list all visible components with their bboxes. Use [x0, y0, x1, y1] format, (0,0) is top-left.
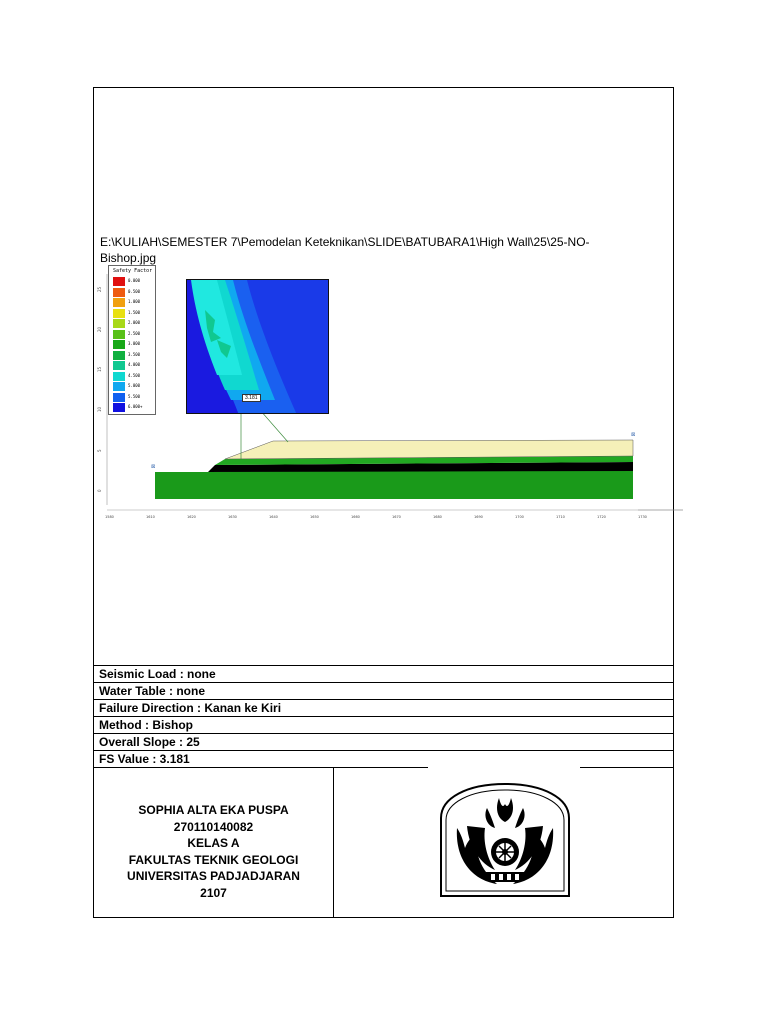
- legend-entry: [113, 276, 153, 286]
- legend-swatch: [113, 361, 125, 370]
- legend-label: 3.000: [128, 341, 141, 346]
- faculty-label: FAKULTAS TEKNIK GEOLOGI: [128, 852, 299, 867]
- param-row: Method : Bishop: [93, 716, 674, 733]
- x-tick-label: 1630: [228, 515, 237, 519]
- param-row: Overall Slope : 25: [93, 733, 674, 750]
- y-tick-label: 5: [97, 449, 102, 452]
- legend-entry: [113, 371, 153, 381]
- param-row: Seismic Load : none: [93, 665, 674, 682]
- legend-label: 1.500: [128, 309, 141, 315]
- legend-entry: [113, 308, 153, 318]
- x-tick-label: 1640: [269, 515, 278, 519]
- legend-swatch: [113, 340, 125, 349]
- identity-text: [93, 802, 334, 901]
- legend-entry: [113, 381, 153, 391]
- y-tick-label: 20: [97, 326, 102, 332]
- legend-swatch: [113, 330, 125, 339]
- legend-label: 4.000: [128, 362, 141, 367]
- x-tick-label: 1720: [597, 515, 606, 519]
- legend-entry: [113, 360, 153, 370]
- parameter-table: [93, 665, 674, 767]
- legend-swatch: [113, 382, 125, 391]
- legend-swatch: [113, 351, 125, 360]
- x-tick-label: 1610: [146, 515, 155, 519]
- slope-model-figure: [93, 268, 683, 528]
- student-id: 270110140082: [173, 819, 254, 834]
- param-row: FS Value : 3.181: [93, 750, 674, 767]
- legend-entry: [113, 318, 153, 328]
- legend-entry: [113, 339, 153, 349]
- legend-label: 2.500: [128, 330, 141, 336]
- x-tick-label: 1690: [474, 515, 483, 519]
- student-name: SOPHIA ALTA EKA PUSPA: [138, 803, 289, 817]
- fs-value-label: 3.181: [242, 394, 261, 402]
- legend-entry: [113, 297, 153, 307]
- legend-swatch: [113, 393, 125, 402]
- legend-swatch: [113, 277, 125, 286]
- legend-swatch: [113, 372, 125, 381]
- legend-entry: [113, 402, 153, 412]
- overburden-layer: [225, 440, 633, 459]
- x-tick-label: 1680: [433, 515, 442, 519]
- x-tick-label: 1580: [105, 515, 114, 519]
- class-label: KELAS A: [187, 836, 240, 850]
- legend-label: 5.000: [128, 383, 141, 388]
- y-ticks: [97, 286, 102, 492]
- legend-entry: [113, 350, 153, 360]
- legend-entry: [113, 392, 153, 402]
- legend-swatch: [113, 298, 125, 307]
- y-tick-label: 10: [97, 406, 102, 412]
- param-row: Failure Direction : Kanan ke Kiri: [93, 699, 674, 716]
- legend-label: 6.000+: [128, 404, 143, 409]
- identity-cell: [93, 768, 334, 918]
- safety-factor-legend: [108, 265, 156, 415]
- x-tick-label: 1670: [392, 515, 401, 519]
- university-label: UNIVERSITAS PADJADJARAN: [127, 869, 300, 883]
- legend-entry: [113, 329, 153, 339]
- x-tick-label: 1620: [187, 515, 196, 519]
- border-gap: [428, 765, 580, 770]
- legend-label: 1.000: [128, 299, 141, 304]
- legend-swatch: [113, 403, 125, 412]
- x-tick-label: 1710: [556, 515, 565, 519]
- x-tick-label: 1700: [515, 515, 524, 519]
- y-tick-label: 0: [97, 489, 102, 492]
- legend-label: 5.500: [128, 393, 141, 399]
- legend-swatch: [113, 319, 125, 328]
- x-ticks: [105, 515, 647, 519]
- param-row: Water Table : none: [93, 682, 674, 699]
- y-tick-label: 15: [97, 366, 102, 372]
- x-tick-label: 1650: [310, 515, 319, 519]
- legend-label: 0.500: [128, 288, 141, 294]
- legend-entry: [113, 287, 153, 297]
- x-tick-label: 1660: [351, 515, 360, 519]
- file-path-caption: E:\KULIAH\SEMESTER 7\Pemodelan Keteknikan\SLIDE\BATUBARA1\High Wall\25\25-NO-Bishop.jpg: [100, 235, 590, 265]
- legend-label: 2.000: [128, 320, 141, 325]
- x-tick-label: 1730: [638, 515, 647, 519]
- legend-label: 0.000: [128, 278, 141, 283]
- legend-label: 3.500: [128, 351, 141, 357]
- boundary-marker: ⊠: [151, 464, 156, 470]
- legend-swatch: [113, 288, 125, 297]
- legend-label: 4.500: [128, 372, 141, 378]
- year-label: 2107: [200, 885, 227, 900]
- legend-title: Safety Factor: [113, 268, 153, 274]
- y-tick-label: 25: [97, 286, 102, 292]
- legend-swatch: [113, 309, 125, 318]
- boundary-marker: ⊠: [631, 432, 636, 438]
- identity-block: [93, 767, 674, 918]
- universitas-padjadjaran-emblem-icon: [437, 778, 573, 900]
